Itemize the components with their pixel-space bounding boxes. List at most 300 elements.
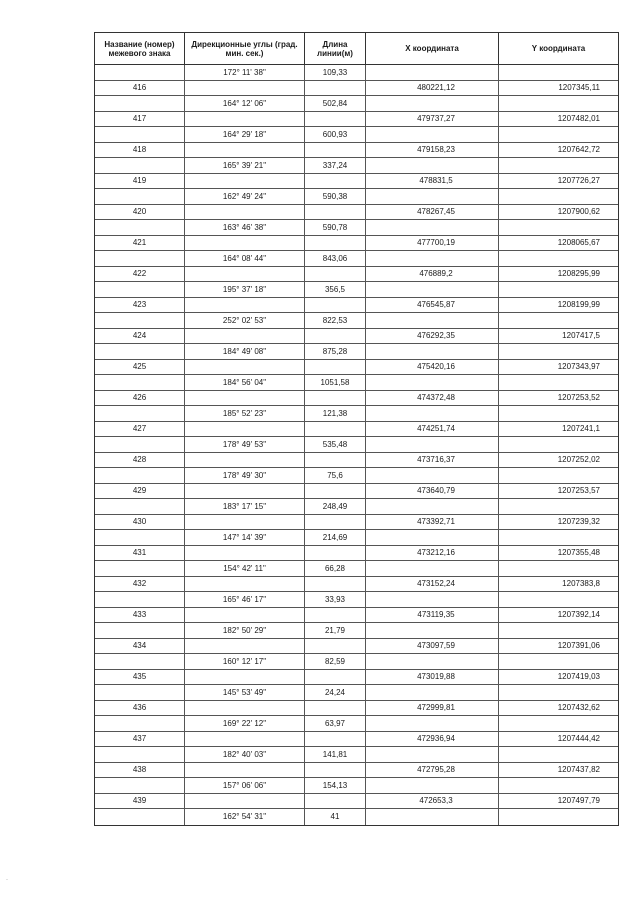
- cell-name: 430: [95, 515, 185, 530]
- cell-angle: 160° 12' 17": [185, 654, 305, 669]
- table-row-point: [95, 360, 618, 376]
- cell-x: [366, 158, 499, 173]
- cell-length: [305, 81, 366, 96]
- cell-y: [499, 778, 618, 793]
- cell-length: [305, 174, 366, 189]
- cell-length: 535,48: [305, 437, 366, 452]
- table-row-segment: [95, 561, 618, 577]
- cell-angle: [185, 639, 305, 654]
- cell-x: [366, 437, 499, 452]
- table-row-segment: [95, 344, 618, 360]
- cell-length: 75,6: [305, 468, 366, 483]
- cell-x: [366, 623, 499, 638]
- table-row-point: [95, 484, 618, 500]
- table-row-point: [95, 236, 618, 252]
- table-row-segment: [95, 158, 618, 174]
- cell-name: 417: [95, 112, 185, 127]
- cell-y: 1207391,06: [557, 641, 600, 651]
- cell-angle: [185, 453, 305, 468]
- cell-name: 424: [95, 329, 185, 344]
- table-row-point: [95, 701, 618, 717]
- cell-name: 426: [95, 391, 185, 406]
- table-row-point: [95, 546, 618, 562]
- cell-angle: [185, 732, 305, 747]
- cell-y: [499, 158, 618, 173]
- cell-x: 474251,74: [366, 422, 499, 437]
- cell-y: [499, 530, 618, 545]
- cell-angle: [185, 81, 305, 96]
- cell-x: [366, 127, 499, 142]
- table-row-point: [95, 577, 618, 593]
- cell-name: 423: [95, 298, 185, 313]
- cell-angle: 185° 52' 23": [185, 406, 305, 421]
- cell-y: 1207252,02: [557, 455, 600, 465]
- cell-name: [95, 778, 185, 793]
- cell-angle: [185, 360, 305, 375]
- cell-y: [499, 251, 618, 266]
- cell-y: 1208065,67: [557, 238, 600, 248]
- cell-y: 1207253,57: [557, 486, 600, 496]
- cell-angle: 195° 37' 18": [185, 282, 305, 297]
- cell-length: 248,49: [305, 499, 366, 514]
- cell-name: 432: [95, 577, 185, 592]
- cell-angle: 169° 22' 12": [185, 716, 305, 731]
- cell-length: 822,53: [305, 313, 366, 328]
- cell-angle: [185, 174, 305, 189]
- table-row-point: [95, 81, 618, 97]
- cell-x: 473716,37: [366, 453, 499, 468]
- cell-name: 419: [95, 174, 185, 189]
- table-row-point: [95, 453, 618, 469]
- table-row-point: [95, 143, 618, 159]
- cell-y: 1207642,72: [557, 145, 600, 155]
- cell-name: [95, 561, 185, 576]
- cell-x: [366, 685, 499, 700]
- header-x: X координата: [366, 33, 499, 64]
- table-row-point: [95, 329, 618, 345]
- cell-length: 590,78: [305, 220, 366, 235]
- table-row-segment: [95, 499, 618, 515]
- cell-y: 1207900,62: [557, 207, 600, 217]
- table-row-point: [95, 391, 618, 407]
- table-row-segment: [95, 282, 618, 298]
- cell-x: 476292,35: [366, 329, 499, 344]
- cell-x: [366, 96, 499, 111]
- cell-length: [305, 298, 366, 313]
- cell-length: [305, 732, 366, 747]
- table-row-segment: [95, 406, 618, 422]
- cell-x: 476889,2: [366, 267, 499, 282]
- cell-angle: 172° 11' 38": [185, 65, 305, 80]
- cell-length: [305, 453, 366, 468]
- cell-y: [499, 685, 618, 700]
- table-row-point: [95, 112, 618, 128]
- cell-x: [366, 189, 499, 204]
- cell-x: 473212,16: [366, 546, 499, 561]
- cell-name: [95, 282, 185, 297]
- cell-length: [305, 205, 366, 220]
- table-row-segment: [95, 468, 618, 484]
- cell-angle: [185, 484, 305, 499]
- cell-angle: [185, 298, 305, 313]
- cell-length: [305, 391, 366, 406]
- table-row-segment: [95, 747, 618, 763]
- cell-angle: 252° 02' 53": [185, 313, 305, 328]
- cell-y: [499, 747, 618, 762]
- cell-y: [499, 468, 618, 483]
- table-body: [95, 65, 618, 825]
- cell-x: [366, 406, 499, 421]
- cell-length: 356,5: [305, 282, 366, 297]
- cell-name: [95, 716, 185, 731]
- cell-x: [366, 313, 499, 328]
- cell-y: [499, 375, 618, 390]
- header-length: Длина линии(м): [305, 33, 366, 64]
- cell-x: 477700,19: [366, 236, 499, 251]
- cell-x: 475420,16: [366, 360, 499, 375]
- cell-x: 473152,24: [366, 577, 499, 592]
- table-row-segment: [95, 654, 618, 670]
- cell-x: 472999,81: [366, 701, 499, 716]
- cell-name: 438: [95, 763, 185, 778]
- cell-length: 121,38: [305, 406, 366, 421]
- table-row-segment: [95, 96, 618, 112]
- cell-length: [305, 112, 366, 127]
- cell-length: [305, 608, 366, 623]
- cell-length: 337,24: [305, 158, 366, 173]
- cell-length: 154,13: [305, 778, 366, 793]
- cell-angle: [185, 763, 305, 778]
- cell-name: [95, 406, 185, 421]
- cell-angle: [185, 670, 305, 685]
- cell-x: [366, 809, 499, 825]
- cell-angle: 184° 49' 08": [185, 344, 305, 359]
- cell-y: 1208199,99: [557, 300, 600, 310]
- cell-y: 1207392,14: [557, 610, 600, 620]
- table-row-segment: [95, 685, 618, 701]
- cell-name: 422: [95, 267, 185, 282]
- cell-y: [499, 220, 618, 235]
- cell-angle: 183° 17' 15": [185, 499, 305, 514]
- cell-length: [305, 422, 366, 437]
- table-row-segment: [95, 127, 618, 143]
- cell-angle: 163° 46' 38": [185, 220, 305, 235]
- cell-name: 425: [95, 360, 185, 375]
- cell-angle: 145° 53' 49": [185, 685, 305, 700]
- cell-x: 480221,12: [366, 81, 499, 96]
- cell-angle: 182° 50' 29": [185, 623, 305, 638]
- cell-length: 33,93: [305, 592, 366, 607]
- cell-length: 82,59: [305, 654, 366, 669]
- coordinates-table: [94, 32, 619, 826]
- cell-y: [499, 561, 618, 576]
- cell-x: [366, 716, 499, 731]
- table-row-segment: [95, 220, 618, 236]
- cell-name: [95, 623, 185, 638]
- cell-x: [366, 561, 499, 576]
- cell-angle: [185, 608, 305, 623]
- cell-y: 1207417,5: [562, 331, 600, 341]
- table-row-point: [95, 515, 618, 531]
- cell-name: 427: [95, 422, 185, 437]
- table-row-segment: [95, 437, 618, 453]
- cell-y: 1207345,11: [558, 83, 600, 93]
- cell-x: 479158,23: [366, 143, 499, 158]
- cell-length: [305, 236, 366, 251]
- cell-angle: 164° 29' 18": [185, 127, 305, 142]
- cell-name: [95, 747, 185, 762]
- cell-angle: [185, 546, 305, 561]
- cell-angle: 184° 56' 04": [185, 375, 305, 390]
- cell-angle: 178° 49' 53": [185, 437, 305, 452]
- cell-length: [305, 360, 366, 375]
- cell-angle: 165° 39' 21": [185, 158, 305, 173]
- cell-x: [366, 282, 499, 297]
- cell-name: [95, 499, 185, 514]
- cell-y: [499, 344, 618, 359]
- cell-angle: 164° 08' 44": [185, 251, 305, 266]
- cell-x: [366, 592, 499, 607]
- cell-angle: [185, 205, 305, 220]
- table-row-segment: [95, 592, 618, 608]
- table-row-segment: [95, 809, 618, 825]
- cell-name: [95, 530, 185, 545]
- cell-name: 420: [95, 205, 185, 220]
- cell-x: [366, 65, 499, 80]
- cell-angle: [185, 329, 305, 344]
- table-row-point: [95, 639, 618, 655]
- cell-name: [95, 809, 185, 825]
- cell-angle: 162° 49' 24": [185, 189, 305, 204]
- table-row-point: [95, 732, 618, 748]
- cell-length: 1051,58: [305, 375, 366, 390]
- cell-y: [499, 623, 618, 638]
- cell-y: [499, 809, 618, 825]
- cell-name: [95, 65, 185, 80]
- cell-x: 473640,79: [366, 484, 499, 499]
- cell-x: 472653,3: [366, 794, 499, 809]
- cell-length: 21,79: [305, 623, 366, 638]
- cell-angle: 147° 14' 39": [185, 530, 305, 545]
- cell-length: 600,93: [305, 127, 366, 142]
- cell-name: [95, 220, 185, 235]
- cell-name: 429: [95, 484, 185, 499]
- cell-x: [366, 747, 499, 762]
- cell-angle: 154° 42' 11": [185, 561, 305, 576]
- cell-y: 1207355,48: [557, 548, 600, 558]
- cell-name: [95, 685, 185, 700]
- cell-angle: 182° 40' 03": [185, 747, 305, 762]
- cell-name: 416: [95, 81, 185, 96]
- cell-x: 473119,35: [366, 608, 499, 623]
- cell-length: [305, 515, 366, 530]
- cell-length: [305, 794, 366, 809]
- table-row-point: [95, 298, 618, 314]
- cell-y: [499, 654, 618, 669]
- cell-length: [305, 670, 366, 685]
- cell-y: [499, 406, 618, 421]
- table-row-segment: [95, 623, 618, 639]
- cell-angle: 178° 49' 30": [185, 468, 305, 483]
- cell-name: 439: [95, 794, 185, 809]
- cell-length: 843,06: [305, 251, 366, 266]
- cell-angle: 162° 54' 31": [185, 809, 305, 825]
- table-row-point: [95, 267, 618, 283]
- cell-name: 428: [95, 453, 185, 468]
- cell-x: [366, 499, 499, 514]
- header-angles: Дирекционные углы (град. мин. сек.): [185, 33, 305, 64]
- cell-name: [95, 158, 185, 173]
- cell-angle: [185, 794, 305, 809]
- cell-angle: [185, 422, 305, 437]
- cell-angle: [185, 236, 305, 251]
- cell-angle: [185, 577, 305, 592]
- cell-x: 473019,88: [366, 670, 499, 685]
- cell-name: [95, 468, 185, 483]
- cell-x: 478831,5: [366, 174, 499, 189]
- cell-y: 1207239,32: [557, 517, 600, 527]
- cell-x: 472795,28: [366, 763, 499, 778]
- cell-length: 875,28: [305, 344, 366, 359]
- cell-angle: 164° 12' 06": [185, 96, 305, 111]
- cell-name: 421: [95, 236, 185, 251]
- table-row-point: [95, 205, 618, 221]
- table-row-point: [95, 794, 618, 810]
- cell-y: 1207726,27: [557, 176, 600, 186]
- table-row-segment: [95, 716, 618, 732]
- cell-y: [499, 189, 618, 204]
- cell-length: 63,97: [305, 716, 366, 731]
- cell-y: [499, 313, 618, 328]
- cell-name: 418: [95, 143, 185, 158]
- cell-x: 473392,71: [366, 515, 499, 530]
- table-row-segment: [95, 530, 618, 546]
- cell-name: 435: [95, 670, 185, 685]
- cell-y: 1207241,1: [562, 424, 600, 434]
- cell-angle: 165° 46' 17": [185, 592, 305, 607]
- cell-y: 1207497,79: [557, 796, 600, 806]
- cell-y: 1207482,01: [557, 114, 600, 124]
- page-mark: ·: [6, 877, 8, 883]
- cell-name: [95, 96, 185, 111]
- cell-name: [95, 592, 185, 607]
- cell-name: [95, 437, 185, 452]
- cell-y: 1207432,62: [557, 703, 600, 713]
- cell-x: [366, 654, 499, 669]
- cell-angle: [185, 112, 305, 127]
- cell-y: [499, 96, 618, 111]
- table-row-segment: [95, 313, 618, 329]
- cell-y: [499, 65, 618, 80]
- cell-length: 141,81: [305, 747, 366, 762]
- cell-length: [305, 577, 366, 592]
- header-y: Y координата: [531, 44, 586, 53]
- cell-angle: [185, 701, 305, 716]
- cell-x: [366, 251, 499, 266]
- cell-x: [366, 220, 499, 235]
- cell-x: [366, 530, 499, 545]
- cell-x: 474372,48: [366, 391, 499, 406]
- cell-y: [499, 127, 618, 142]
- cell-angle: 157° 06' 06": [185, 778, 305, 793]
- cell-name: [95, 313, 185, 328]
- table-row-point: [95, 763, 618, 779]
- cell-x: [366, 778, 499, 793]
- cell-y: [499, 499, 618, 514]
- cell-y: 1207343,97: [557, 362, 600, 372]
- cell-name: [95, 344, 185, 359]
- cell-name: 433: [95, 608, 185, 623]
- cell-y: 1207383,8: [562, 579, 600, 589]
- cell-angle: [185, 143, 305, 158]
- cell-x: 479737,27: [366, 112, 499, 127]
- cell-y: [499, 282, 618, 297]
- table-row-segment: [95, 189, 618, 205]
- cell-length: [305, 701, 366, 716]
- cell-length: [305, 484, 366, 499]
- table-row-point: [95, 422, 618, 438]
- cell-y: [499, 716, 618, 731]
- cell-x: 476545,87: [366, 298, 499, 313]
- cell-length: [305, 546, 366, 561]
- cell-name: [95, 375, 185, 390]
- table-row-segment: [95, 375, 618, 391]
- table-row-point: [95, 174, 618, 190]
- cell-name: [95, 654, 185, 669]
- cell-length: [305, 329, 366, 344]
- cell-y: 1207437,82: [557, 765, 600, 775]
- header-name: Название (номер) межевого знака: [95, 33, 185, 64]
- cell-x: [366, 344, 499, 359]
- cell-y: [499, 592, 618, 607]
- cell-length: 109,33: [305, 65, 366, 80]
- cell-y: 1207419,03: [557, 672, 600, 682]
- cell-length: [305, 639, 366, 654]
- table-row-point: [95, 670, 618, 686]
- cell-x: 472936,94: [366, 732, 499, 747]
- table-row-point: [95, 608, 618, 624]
- cell-length: 66,28: [305, 561, 366, 576]
- table-row-segment: [95, 65, 618, 81]
- cell-length: 502,84: [305, 96, 366, 111]
- cell-name: [95, 189, 185, 204]
- cell-length: 41: [305, 809, 366, 825]
- table-row-segment: [95, 778, 618, 794]
- cell-y: 1207253,52: [557, 393, 600, 403]
- cell-length: 590,38: [305, 189, 366, 204]
- cell-x: 473097,59: [366, 639, 499, 654]
- cell-angle: [185, 391, 305, 406]
- cell-length: 214,69: [305, 530, 366, 545]
- cell-name: 431: [95, 546, 185, 561]
- table-header: [95, 33, 618, 65]
- cell-angle: [185, 515, 305, 530]
- cell-x: [366, 375, 499, 390]
- cell-y: [499, 437, 618, 452]
- cell-length: [305, 267, 366, 282]
- cell-name: [95, 251, 185, 266]
- cell-angle: [185, 267, 305, 282]
- cell-name: 434: [95, 639, 185, 654]
- cell-name: [95, 127, 185, 142]
- cell-y: 1208295,99: [557, 269, 600, 279]
- cell-length: [305, 763, 366, 778]
- cell-y: 1207444,42: [557, 734, 600, 744]
- cell-length: [305, 143, 366, 158]
- cell-length: 24,24: [305, 685, 366, 700]
- cell-name: 437: [95, 732, 185, 747]
- cell-x: 478267,45: [366, 205, 499, 220]
